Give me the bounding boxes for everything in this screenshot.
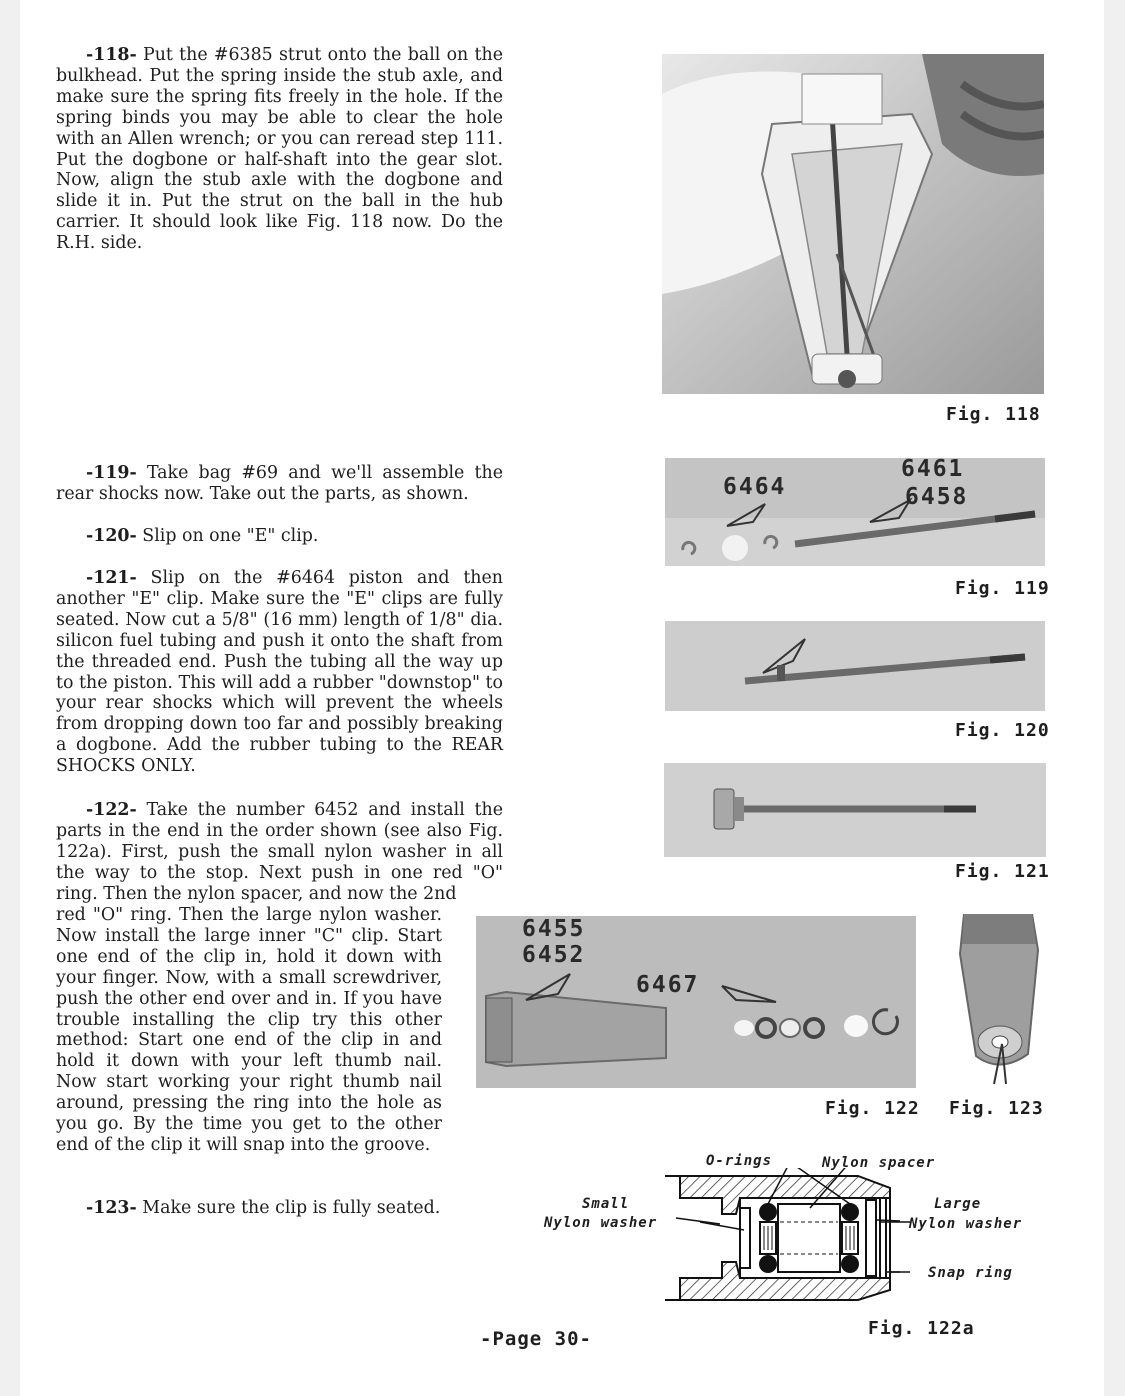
part-label-6452: 6452 bbox=[522, 942, 586, 968]
step-120 bbox=[56, 526, 503, 547]
step-118 bbox=[56, 45, 503, 254]
step-number: -120- bbox=[86, 526, 137, 546]
fig-121-caption: Fig. 121 bbox=[955, 861, 1050, 882]
fig-123-photo bbox=[950, 914, 1042, 1088]
part-label-6455: 6455 bbox=[522, 916, 586, 942]
fig-118-caption: Fig. 118 bbox=[946, 404, 1041, 425]
step-122-continued bbox=[56, 905, 442, 1156]
step-number: -122- bbox=[86, 800, 137, 820]
step-text: red "O" ring. Then the large nylon washer. Now install the large inner "C" clip. Start one end of the clip in, hold it down with your finger. Now, with a small screwdriver, push the other end over and in. If you have trouble installing the clip try this other method: Start one end of the clip in and hold it down with your left thumb nail. Now start working your right thumb nail around, pressing the ring into the hole as you go. By the time you get to the other end of the clip it will snap into the groove. bbox=[56, 905, 442, 1155]
step-text: Take bag #69 and we'll assemble the rear shocks now. Take out the parts, as shown. bbox=[56, 463, 504, 504]
step-122 bbox=[56, 800, 503, 905]
step-123 bbox=[56, 1198, 442, 1219]
fig-122-photo bbox=[476, 916, 916, 1088]
step-text: Put the #6385 strut onto the ball on the bulkhead. Put the spring inside the stub axle, and make sure the spring fits freely in the hole. If the spring binds you may be able to clear the hole with an Allen wrench; or you can reread step 111. Put the dogbone or half-shaft into the gear slot. Now, align the stub axle with the dogbone and slide it in. Put the strut on the ball in the hub carrier. It should look like Fig. 118 now. Do the R.H. side. bbox=[56, 45, 503, 254]
step-number: -123- bbox=[86, 1198, 137, 1218]
fig-119-photo bbox=[665, 458, 1045, 566]
manual-page bbox=[20, 0, 1104, 1396]
step-121 bbox=[56, 568, 503, 777]
part-label-6467: 6467 bbox=[636, 972, 700, 998]
step-text: Slip on the #6464 piston and then another "E" clip. Make sure the "E" clips are fully seated. Now cut a 5/8" (16 mm) length of 1/8" dia. silicon fuel tubing and push it onto the shaft from the threaded end. Push the tubing all the way up to the piston. This will add a rubber "downstop" to your rear shocks which will prevent the wheels from dropping down too far and possibly breaking a dogbone. Add the rubber tubing to the REAR SHOCKS ONLY. bbox=[56, 568, 503, 777]
label-large-1: Large bbox=[934, 1196, 982, 1212]
label-large-2: Nylon washer bbox=[909, 1216, 1023, 1232]
fig-123-caption: Fig. 123 bbox=[949, 1098, 1044, 1119]
page-number: -Page 30- bbox=[480, 1328, 592, 1350]
step-number: -121- bbox=[86, 568, 137, 588]
label-small-1: Small bbox=[582, 1196, 630, 1212]
fig-122a-leaders bbox=[660, 1210, 920, 1290]
label-small-2: Nylon washer bbox=[544, 1215, 658, 1231]
step-119 bbox=[56, 463, 503, 505]
label-o-rings: O-rings bbox=[706, 1153, 773, 1169]
part-label-6464: 6464 bbox=[723, 474, 787, 500]
fig-118-photo bbox=[662, 54, 1044, 394]
fig-120-caption: Fig. 120 bbox=[955, 720, 1050, 741]
label-nylon-spacer: Nylon spacer bbox=[822, 1155, 936, 1171]
fig-120-photo bbox=[665, 621, 1045, 711]
step-text: Make sure the clip is fully seated. bbox=[142, 1198, 441, 1218]
step-number: -118- bbox=[86, 45, 137, 65]
step-text: Take the number 6452 and install the parts in the end in the order shown (see also Fig. 122a). First, push the small nylon washer in all the way to the stop. Next push in one red "O" ring. Then the nylon spacer, and now the 2nd bbox=[56, 800, 503, 904]
part-label-6458: 6458 bbox=[905, 484, 969, 510]
label-snap-ring: Snap ring bbox=[928, 1265, 1013, 1281]
step-number: -119- bbox=[86, 463, 137, 483]
step-text: Slip on one "E" clip. bbox=[142, 526, 319, 546]
fig-121-photo bbox=[664, 763, 1046, 857]
fig-119-caption: Fig. 119 bbox=[955, 578, 1050, 599]
fig-122-caption: Fig. 122 bbox=[825, 1098, 920, 1119]
part-label-6461: 6461 bbox=[901, 458, 965, 482]
fig-122a-caption: Fig. 122a bbox=[868, 1318, 975, 1339]
